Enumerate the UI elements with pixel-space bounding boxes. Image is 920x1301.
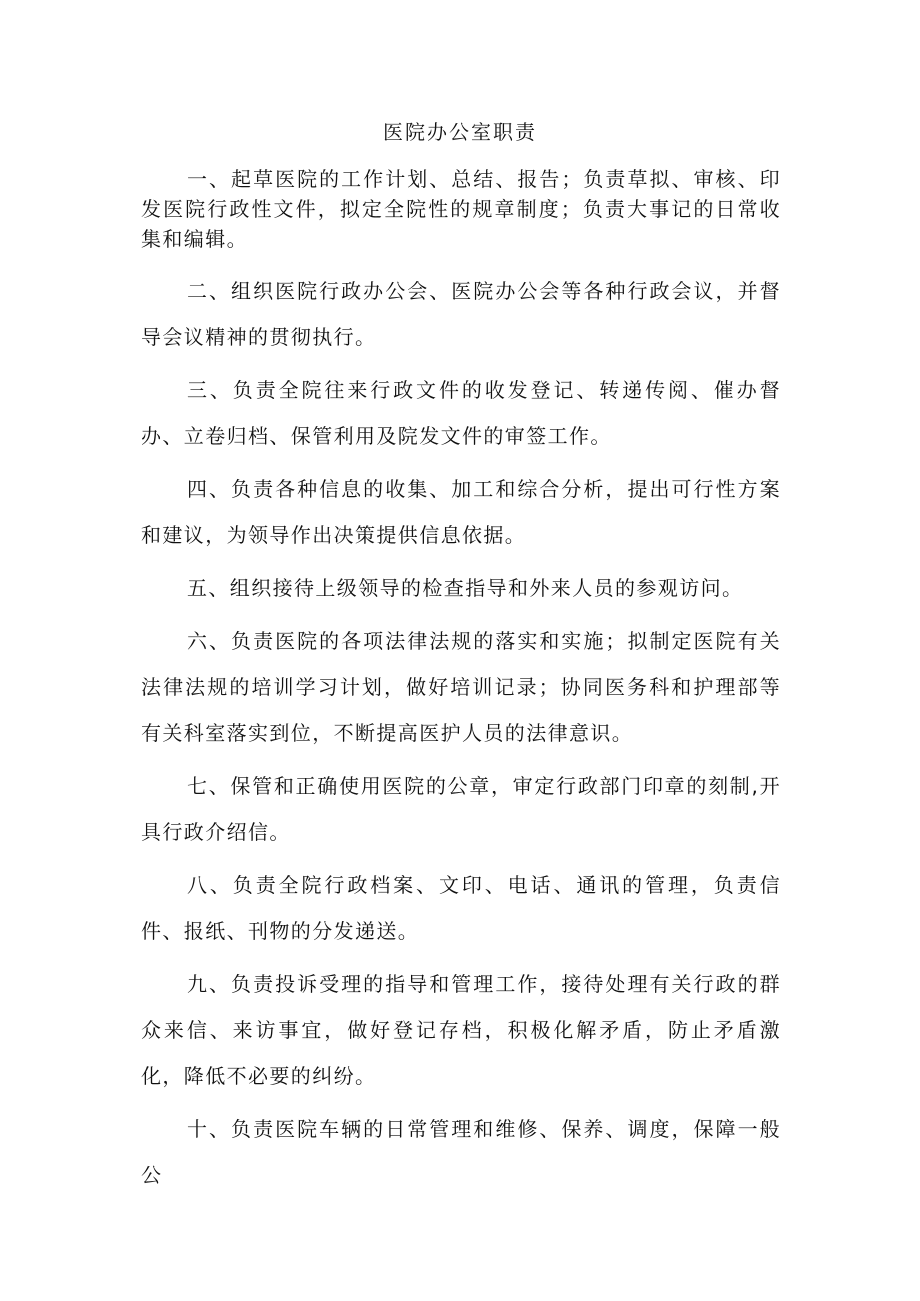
paragraph-4: 四、负责各种信息的收集、加工和综合分析，提出可行性方案和建议，为领导作出决策提供信息依据。 — [141, 477, 781, 547]
paragraph-5: 五、组织接待上级领导的检查指导和外来人员的参观访问。 — [187, 576, 744, 600]
document-body — [141, 164, 781, 1198]
paragraph-8: 八、负责全院行政档案、文印、电话、通讯的管理，负责信件、报纸、刊物的分发递送。 — [141, 873, 781, 943]
document-title: 医院办公室职责 — [383, 120, 537, 144]
paragraph-3: 三、负责全院往来行政文件的收发登记、转递传阅、催办督办、立卷归档、保管利用及院发文件的审签工作。 — [141, 378, 781, 448]
paragraph-10: 十、负责医院车辆的日常管理和维修、保养、调度，保障一般公 — [141, 1117, 781, 1187]
paragraph-7: 七、保管和正确使用医院的公章，审定行政部门印章的刻制,开具行政介绍信。 — [141, 774, 781, 844]
paragraph-1: 一、起草医院的工作计划、总结、报告；负责草拟、审核、印发医院行政性文件，拟定全院性的规章制度；负责大事记的日常收集和编辑。 — [141, 167, 781, 251]
paragraph-2: 二、组织医院行政办公会、医院办公会等各种行政会议，并督导会议精神的贯彻执行。 — [141, 279, 781, 349]
paragraph-9: 九、负责投诉受理的指导和管理工作，接待处理有关行政的群众来信、来访事宜，做好登记存档，积极化解矛盾，防止矛盾激化，降低不必要的纠纷。 — [141, 972, 781, 1088]
paragraph-6: 六、负责医院的各项法律法规的落实和实施；拟制定医院有关法律法规的培训学习计划，做好培训记录；协同医务科和护理部等有关科室落实到位，不断提高医护人员的法律意识。 — [141, 629, 781, 745]
